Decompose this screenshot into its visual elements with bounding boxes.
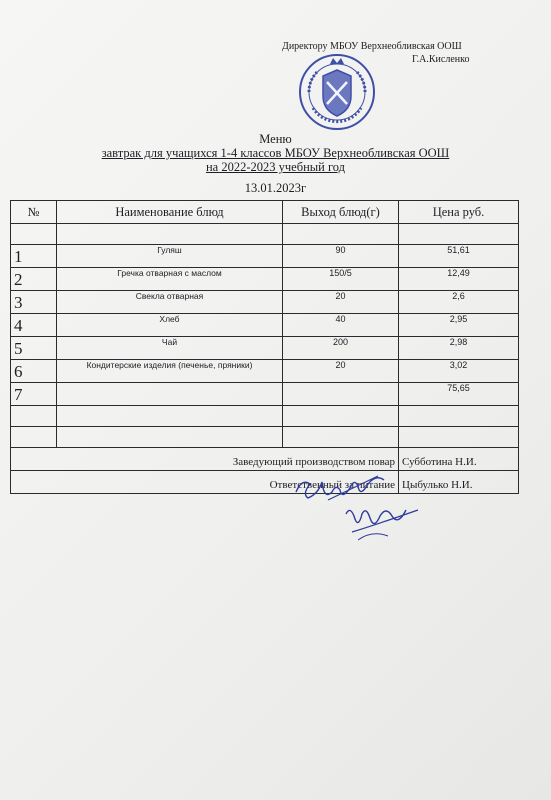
table-row <box>11 360 519 383</box>
dish-name: Хлеб <box>57 314 283 337</box>
menu-school-year: на 2022-2023 учебный год <box>205 160 346 174</box>
column-header-number: № <box>11 201 57 224</box>
dish-name <box>57 383 283 406</box>
menu-date: 13.01.2023г <box>244 181 307 195</box>
dish-output: 40 <box>283 314 399 337</box>
stamp-seal-icon <box>297 52 377 132</box>
row-number: 3 <box>11 291 57 314</box>
column-header-dish: Наименование блюд <box>57 201 283 224</box>
dish-price: 2,98 <box>399 337 519 360</box>
row-number: 7 <box>11 383 57 406</box>
table-row <box>11 291 519 314</box>
dish-price: 2,6 <box>399 291 519 314</box>
approval-line-name: Г.А.Кисленко <box>412 54 470 65</box>
dish-name: Свекла отварная <box>57 291 283 314</box>
row-number: 1 <box>11 245 57 268</box>
menu-table <box>10 200 519 494</box>
row-number: 2 <box>11 268 57 291</box>
signature-role: Ответственный за питание <box>11 471 399 494</box>
dish-output: 20 <box>283 360 399 383</box>
table-row-total <box>11 383 519 406</box>
dish-output: 150/5 <box>283 268 399 291</box>
table-row-empty <box>11 427 519 448</box>
column-header-price: Цена руб. <box>399 201 519 224</box>
table-row <box>11 314 519 337</box>
dish-output: 20 <box>283 291 399 314</box>
approval-line-director: Директору МБОУ Верхнеобливская ООШ <box>282 41 462 52</box>
dish-name: Чай <box>57 337 283 360</box>
signature-name: Субботина Н.И. <box>399 448 519 471</box>
dish-price: 12,49 <box>399 268 519 291</box>
dish-name: Гречка отварная с маслом <box>57 268 283 291</box>
column-header-output: Выход блюд(г) <box>283 201 399 224</box>
row-number: 5 <box>11 337 57 360</box>
row-number: 6 <box>11 360 57 383</box>
dish-output: 200 <box>283 337 399 360</box>
signature-row <box>11 471 519 494</box>
menu-title: Меню <box>259 132 292 146</box>
table-row-empty <box>11 406 519 427</box>
dish-name: Кондитерские изделия (печенье, пряники) <box>57 360 283 383</box>
table-header-row <box>11 201 519 224</box>
row-number: 4 <box>11 314 57 337</box>
signature-role: Заведующий производством повар <box>11 448 399 471</box>
table-row <box>11 337 519 360</box>
dish-name: Гуляш <box>57 245 283 268</box>
signature-row <box>11 448 519 471</box>
table-row <box>11 268 519 291</box>
dish-price: 51,61 <box>399 245 519 268</box>
signature-name: Цыбулько Н.И. <box>399 471 519 494</box>
dish-output: 90 <box>283 245 399 268</box>
dish-output <box>283 383 399 406</box>
menu-subtitle: завтрак для учащихся 1-4 классов МБОУ Верхнеобливская ООШ <box>101 146 450 160</box>
dish-price: 2,95 <box>399 314 519 337</box>
dish-price: 3,02 <box>399 360 519 383</box>
total-price: 75,65 <box>399 383 519 406</box>
table-row <box>11 245 519 268</box>
table-row-empty <box>11 224 519 245</box>
